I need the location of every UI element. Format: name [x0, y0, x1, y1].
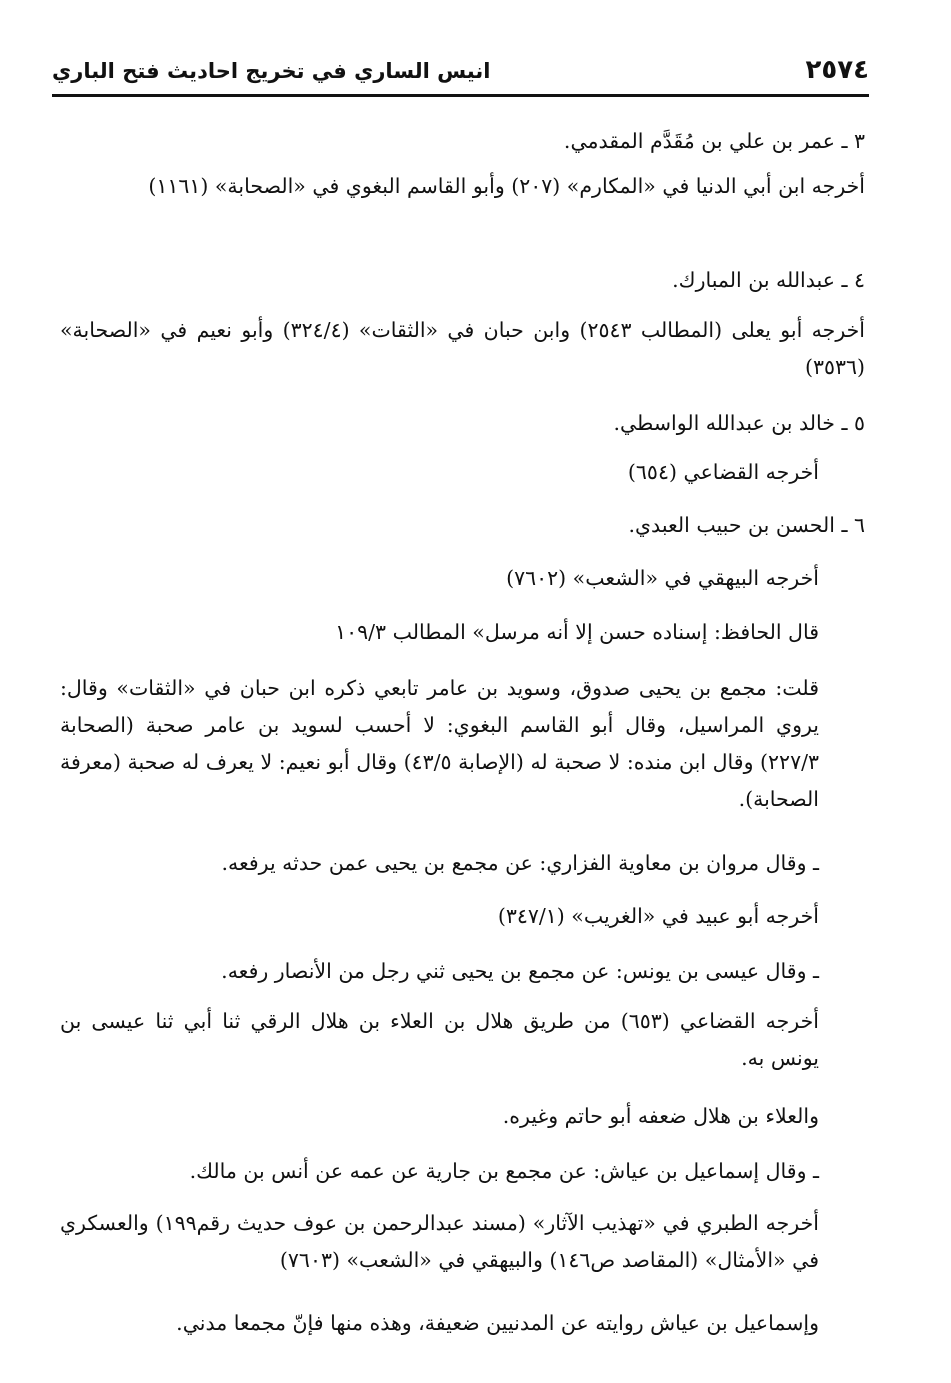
takhrij-paragraph: أخرجه البيهقي في «الشعب» (٧٦٠٢) — [506, 566, 819, 590]
takhrij-paragraph: أخرجه أبو يعلى (المطالب ٢٥٤٣) وابن حبان في «الثقات» (٣٢٤/٤) وأبو نعيم في «الصحابة» (٣٥٣٦) — [60, 318, 865, 379]
narrator-criticism: وإسماعيل بن عياش روايته عن المدنيين ضعيفة، وهذه منها فإنّ مجمعا مدني. — [176, 1311, 819, 1335]
narrator-criticism: والعلاء بن هلال ضعفه أبو حاتم وغيره. — [502, 1104, 819, 1128]
takhrij-paragraph: أخرجه أبو عبيد في «الغريب» (٣٤٧/١) — [497, 904, 819, 928]
takhrij-paragraph: أخرجه القضاعي (٦٥٤) — [627, 460, 819, 484]
commentary-paragraph: قلت: مجمع بن يحيى صدوق، وسويد بن عامر تابعي ذكره ابن حبان في «الثقات» وقال: يروي المراسيل، وقال أبو القاسم البغوي: لا أحسب لسويد بن عامر صحبة (الصحابة ٢٢٧/٣) وقال ابن منده: لا صحبة له (الإصابة ٤٣/٥) وقال أبو نعيم: لا يعرف له صحبة (معرفة الصحابة). — [60, 676, 819, 811]
hafiz-quote: قال الحافظ: إسناده حسن إلا أنه مرسل» المطالب ١٠٩/٣ — [335, 620, 819, 644]
takhrij-paragraph: أخرجه الطبري في «تهذيب الآثار» (مسند عبدالرحمن بن عوف حديث رقم١٩٩) والعسكري في «الأمثال» (المقاصد ص١٤٦) والبيهقي في «الشعب» (٧٦٠٣) — [60, 1211, 819, 1272]
narrator-item-4: ٤ ـ عبدالله بن المبارك. — [672, 268, 865, 292]
book-title: انيس الساري في تخريج احاديث فتح الباري — [52, 59, 491, 83]
narrator-item-6: ٦ ـ الحسن بن حبيب العبدي. — [628, 513, 865, 537]
variant-chain: ـ وقال مروان بن معاوية الفزاري: عن مجمع بن يحيى عمن حدثه يرفعه. — [221, 851, 819, 875]
variant-chain: ـ وقال عيسى بن يونس: عن مجمع بن يحيى ثني رجل من الأنصار رفعه. — [221, 959, 819, 983]
running-header — [52, 52, 869, 97]
variant-chain: ـ وقال إسماعيل بن عياش: عن مجمع بن جارية عن عمه عن أنس بن مالك. — [189, 1159, 819, 1183]
page-number: ٢٥٧٤ — [805, 55, 869, 85]
narrator-item-5: ٥ ـ خالد بن عبدالله الواسطي. — [613, 411, 865, 435]
takhrij-paragraph: أخرجه القضاعي (٦٥٣) من طريق هلال بن العلاء بن هلال الرقي ثنا أبي ثنا عيسى بن يونس به. — [60, 1009, 819, 1070]
narrator-item-3: ٣ ـ عمر بن علي بن مُقَدَّم المقدمي. — [563, 129, 865, 153]
takhrij-paragraph: أخرجه ابن أبي الدنيا في «المكارم» (٢٠٧) وأبو القاسم البغوي في «الصحابة» (١١٦١) — [148, 174, 865, 198]
